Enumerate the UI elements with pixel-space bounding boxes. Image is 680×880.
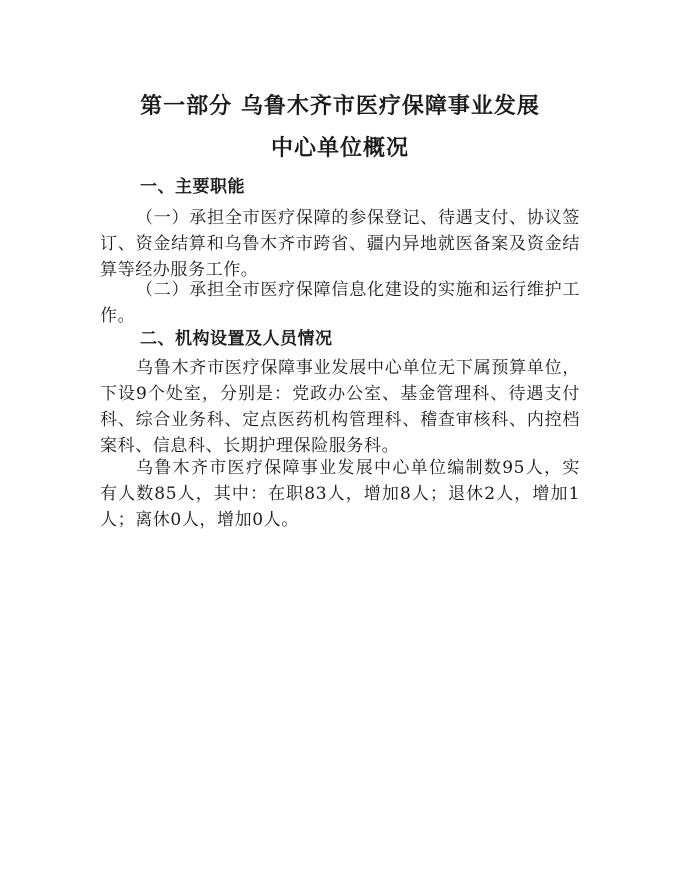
paragraph-staffing: 乌鲁木齐市医疗保障事业发展中心单位编制数95人，实有人数85人，其中：在职83人，增加8人；退休2人，增加1人；离休0人，增加0人。 (100, 458, 580, 530)
paragraph-function-2: （二）承担全市医疗保障信息化建设的实施和运行维护工作。 (100, 280, 580, 326)
section-heading-main-functions: 一、主要职能 (140, 177, 245, 197)
page-title-line-2: 中心单位概况 (270, 136, 409, 161)
section-heading-organization-staffing: 二、机构设置及人员情况 (140, 329, 333, 349)
paragraph-function-1: （一）承担全市医疗保障的参保登记、待遇支付、协议签订、资金结算和乌鲁木齐市跨省、疆内异地就医备案及资金结算等经办服务工作。 (100, 208, 580, 280)
page-title-line-1: 第一部分 乌鲁木齐市医疗保障事业发展 (140, 94, 540, 119)
paragraph-organization: 乌鲁木齐市医疗保障事业发展中心单位无下属预算单位，下设9个处室，分别是：党政办公室、基金管理科、待遇支付科、综合业务科、定点医药机构管理科、稽查审核科、内控档案科、信息科、长期护理保险服务科。 (100, 358, 580, 456)
